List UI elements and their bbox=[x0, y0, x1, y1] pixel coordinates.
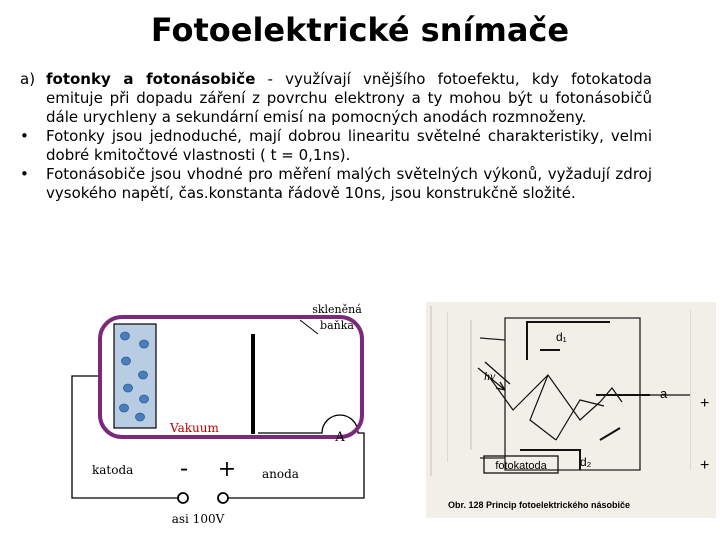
electron bbox=[139, 371, 148, 379]
bullet-photocells bbox=[20, 127, 652, 165]
electron bbox=[122, 357, 131, 365]
d2-label: d₂ bbox=[580, 455, 592, 469]
bullet-text: Fotonásobiče jsou vhodné pro měření malých světelných výkonů, vyžadují zdroj vysokého napětí, čas.konstanta řádově 10ns, jsou konstrukčně složité. bbox=[46, 165, 652, 202]
hv-label: hν bbox=[484, 369, 496, 383]
plus-label: + bbox=[700, 457, 710, 474]
photomultiplier-figure bbox=[426, 302, 716, 518]
paragraph-photocells bbox=[20, 70, 652, 127]
electron bbox=[121, 332, 130, 340]
supply-voltage-label: asi 100V bbox=[171, 512, 225, 526]
bulb-label-leader bbox=[300, 320, 318, 334]
cathode-label: katoda bbox=[92, 463, 134, 477]
positive-terminal bbox=[218, 493, 228, 503]
paragraph-text: - využívají vnějšího fotoefektu, kdy fotokatoda emituje při dopadu záření z povrchu elektrony a ty mohou být u fotonásobičů dále urychleny a sekundární emisí na pomocných anodách rozmnoženy. bbox=[46, 70, 652, 126]
electron bbox=[120, 404, 129, 412]
cathode-plate bbox=[114, 324, 156, 428]
bullet-marker: • bbox=[20, 165, 29, 183]
scan-streak bbox=[470, 320, 472, 450]
slide-title: Fotoelektrické snímače bbox=[150, 11, 570, 49]
anode-plate bbox=[251, 334, 255, 434]
glass-bulb-label: skleněná bbox=[312, 303, 362, 316]
electron bbox=[124, 384, 133, 392]
bullet-marker: • bbox=[20, 127, 29, 145]
electron bbox=[140, 395, 149, 403]
glass-bulb-label: baňka bbox=[320, 319, 354, 332]
plus-sign: + bbox=[217, 457, 237, 482]
electron bbox=[140, 340, 149, 348]
item-marker: a) bbox=[20, 70, 36, 88]
body-text bbox=[20, 70, 652, 203]
figure-background bbox=[426, 302, 716, 518]
wire-right bbox=[223, 415, 364, 498]
ammeter-label: A bbox=[335, 430, 345, 445]
paragraph-lead: fotonky a fotonásobiče bbox=[46, 70, 256, 88]
bullet-text: Fotonky jsou jednoduché, mají dobrou linearitu světelné charakteristiky, velmi dobré kmitočtové vlastnosti ( t = 0,1ns). bbox=[46, 127, 652, 164]
d1-label: d₁ bbox=[556, 330, 567, 344]
figure-caption: Obr. 128 Princip fotoelektrického násobiče bbox=[448, 500, 631, 510]
scan-streak bbox=[430, 306, 432, 476]
bullet-photomultipliers bbox=[20, 165, 652, 203]
scan-streak bbox=[447, 312, 448, 462]
fotokatoda-label: fotokatoda bbox=[495, 460, 547, 472]
vacuum-label: Vakuum bbox=[170, 421, 219, 435]
anode-a-label: a bbox=[660, 386, 668, 401]
plus-label: + bbox=[700, 395, 710, 412]
scan-streak bbox=[690, 310, 691, 470]
electron bbox=[136, 413, 145, 421]
negative-terminal bbox=[178, 493, 188, 503]
minus-sign: - bbox=[179, 454, 189, 482]
anode-label: anoda bbox=[262, 467, 299, 481]
